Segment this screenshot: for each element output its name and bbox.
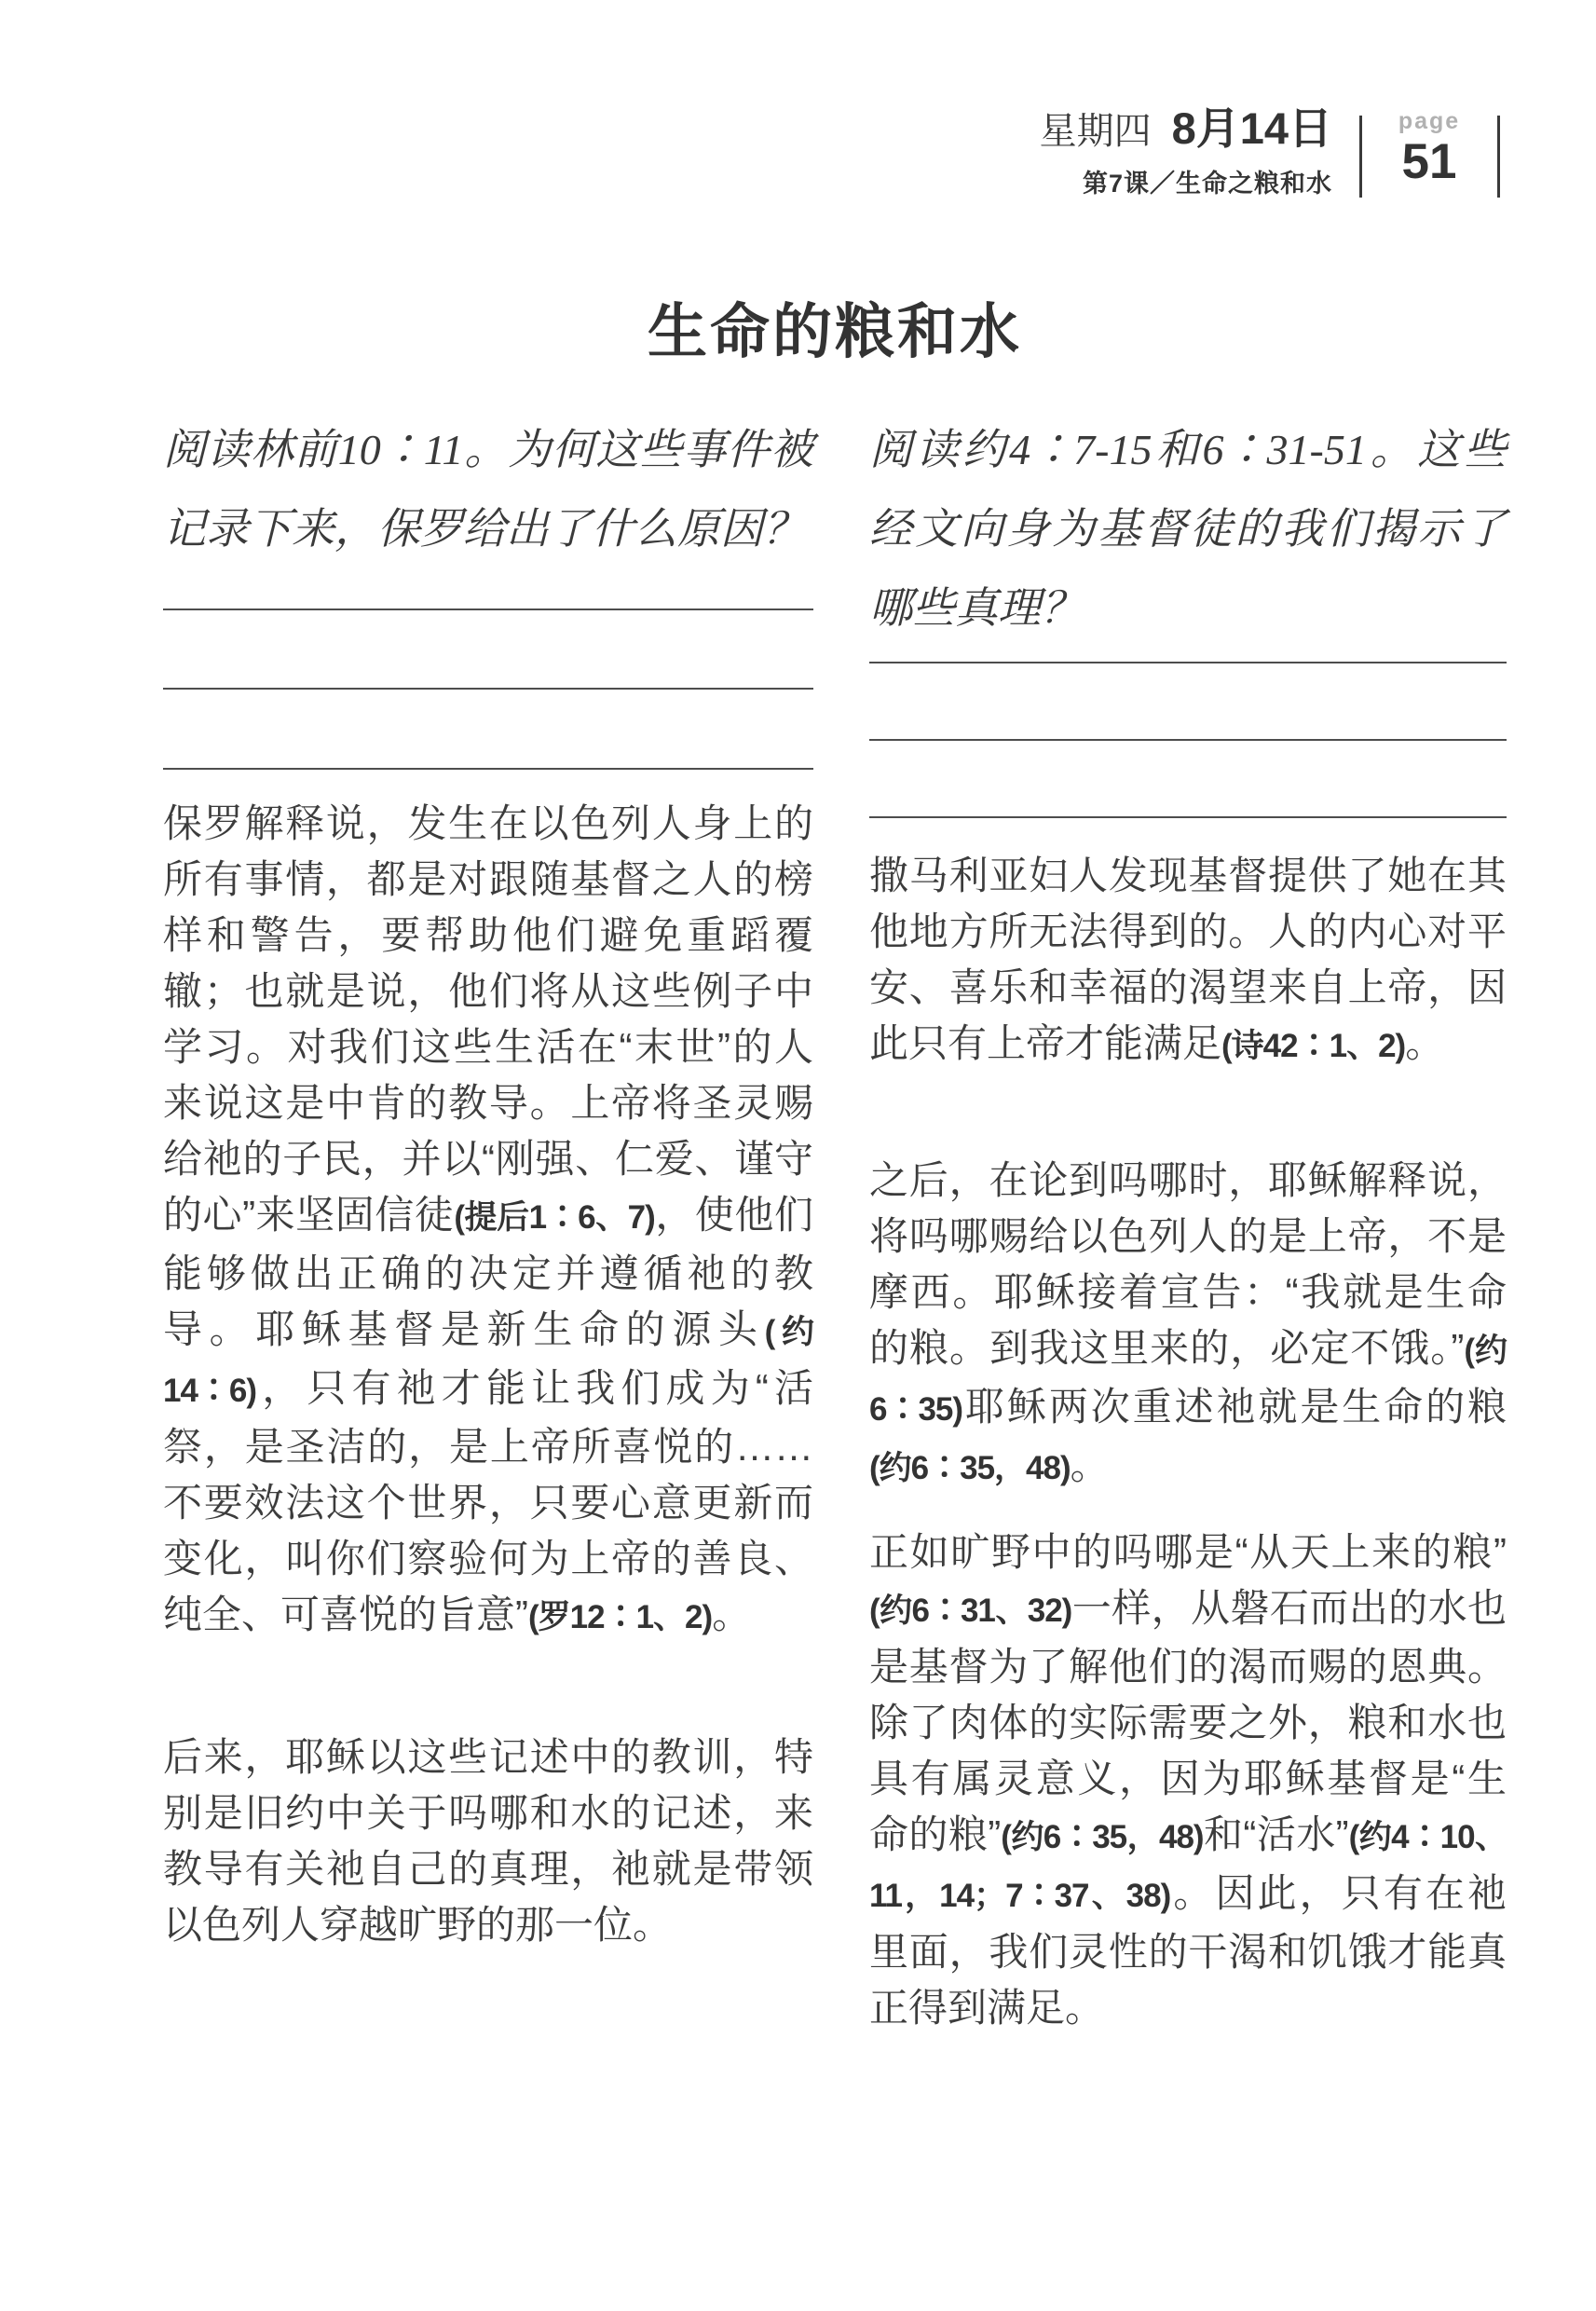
body-paragraph: 之后，在论到吗哪时，耶稣解释说，将吗哪赐给以色列人的是上帝，不是摩西。耶稣接着宣告：“我就是生命的粮。到我这里来的，必定不饿。”(约6∶35)耶稣两次重述祂就是生命的粮(约6∶35，48)。 (869, 1158, 1507, 1487)
body-paragraph: 后来，耶稣以这些记述中的教训，特别是旧约中关于吗哪和水的记述，来教导有关祂自己的真理，祂就是带领以色列人穿越旷野的那一位。 (163, 1735, 813, 1947)
body-paragraph: 撒马利亚妇人发现基督提供了她在其他地方所无法得到的。人的内心对平安、喜乐和幸福的渴望来自上帝，因此只有上帝才能满足(诗42∶1、2)。 (869, 854, 1507, 1065)
date-label: 8月14日 (1171, 103, 1332, 153)
answer-line (869, 816, 1507, 818)
lesson-label: 第7课／生命之粮和水 (1082, 170, 1332, 198)
right-column (869, 0, 1507, 2311)
answer-line (163, 609, 813, 610)
body-paragraph: 正如旷野中的吗哪是“从天上来的粮”(约6∶31、32)一样，从磐石而出的水也是基督为了解他们的渴而赐的恩典。除了肉体的实际需要之外，粮和水也具有属灵意义，因为耶稣基督是“生命的粮”(约6∶35，48)和“活水”(约4∶10、11，14；7∶37、38)。因此，只有在祂里面，我们灵性的干渴和饥饿才能真正得到满足。 (869, 1530, 1507, 2030)
answer-line (163, 688, 813, 690)
body-paragraph: 保罗解释说，发生在以色列人身上的所有事情，都是对跟随基督之人的榜样和警告，要帮助他们避免重蹈覆辙；也就是说，他们将从这些例子中学习。对我们这些生活在“末世”的人来说这是中肯的教导。上帝将圣灵赐给祂的子民，并以“刚强、仁爱、谨守的心”来坚固信徒(提后1∶6、7)，使他们能够做出正确的决定并遵循祂的教导。耶稣基督是新生命的源头(约14∶6)，只有祂才能让我们成为“活祭，是圣洁的，是上帝所喜悦的……不要效法这个世界，只要心意更新而变化，叫你们察验何为上帝的善良、纯全、可喜悦的旨意”(罗12∶1、2)。 (163, 801, 813, 1636)
page-label: page (1398, 108, 1461, 134)
answer-line (163, 768, 813, 770)
left-column (163, 0, 813, 2311)
answer-line (869, 662, 1507, 663)
answer-line (869, 739, 1507, 741)
question-left: 阅读林前10∶11。为何这些事件被记录下来，保罗给出了什么原因？ (163, 426, 813, 553)
page-title: 生命的粮和水 (648, 299, 1022, 365)
question-right: 阅读约4∶7-15和6∶31-51。这些经文向身为基督徒的我们揭示了哪些真理？ (869, 426, 1507, 632)
weekday-label: 星期四 (1039, 111, 1152, 152)
page-number: 51 (1401, 134, 1457, 189)
